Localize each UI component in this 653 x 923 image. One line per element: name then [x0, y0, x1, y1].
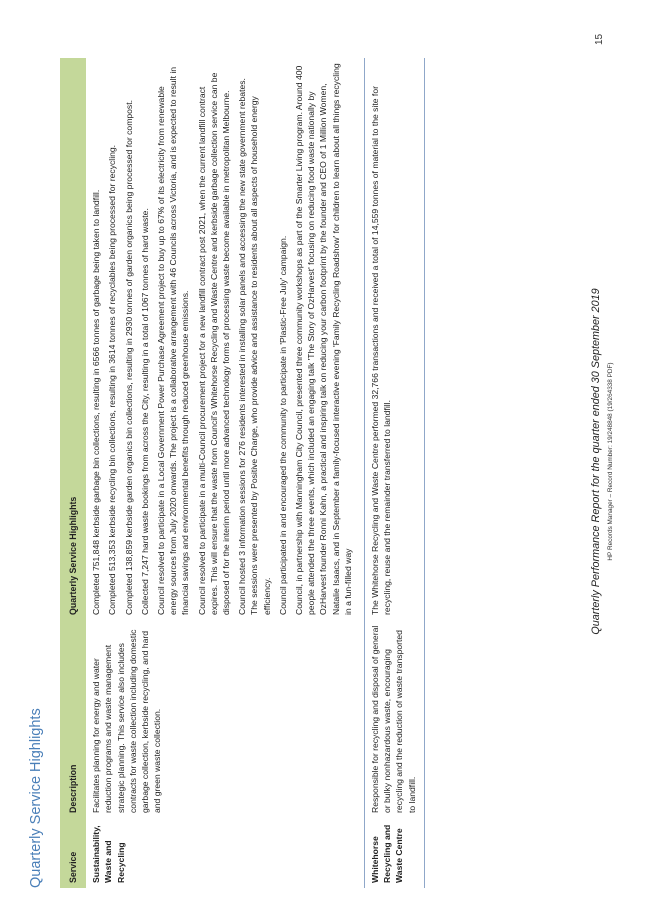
- service-name: Sustainability, Waste and Recycling: [91, 825, 126, 883]
- table-row: [86, 58, 364, 888]
- highlight-item: Completed 751,848 kerbside garbage bin collections, resulting in 6566 tonnes of garbage being taken to landfill.: [91, 189, 102, 615]
- highlight-item: Collected 7,247 hard waste bookings from across the City, resulting in a total of 1067 tonnes of hard waste.: [139, 208, 150, 615]
- page-heading: Quarterly Service Highlights: [28, 708, 44, 888]
- service-description: Facilitates planning for energy and water reduction programs and waste management strategic planning. This service also includes contracts for waste collection including domestic garbage collection, kerbside recycling, and hard and green waste collection.: [91, 629, 163, 813]
- highlight-item: The Whitehorse Recycling and Waste Centre performed 32,766 transactions and received a total of 14,559 tonnes of material to the site for recycling, reuse and the remainder transferred to landfill.: [370, 86, 393, 615]
- highlight-item: Council participated in and encouraged the community to participate in 'Plastic-Free July' campaign.: [277, 235, 288, 615]
- highlight-item: Completed 513,353 kerbside recycling bin collections, resulting in 3614 tonnes of recyclables being processed for recycling.: [107, 144, 118, 615]
- highlight-item: Completed 138,859 kerbside garden organics bin collections, resulting in 2930 tonnes of garden organics being processed for compost.: [123, 100, 134, 615]
- service-description: Responsible for recycling and disposal of general or bulky nonhazardous waste, encouraging recycling and the reduction of waste transported to landfill.: [370, 625, 417, 813]
- highlight-item: Council resolved to participate in a multi-Council procurement project for a new landfill contract post 2021, when the current landfill contract expires. This will ensure that the waste from Council's Whitehorse Recycling and Waste Centre and kerbside garbage collection service can be disposed of for the interim period until more advanced technology forms of processing waste become available in metropolitan Melbourne.: [196, 72, 232, 615]
- header-service: Service: [60, 818, 86, 888]
- service-highlights: [365, 58, 425, 620]
- header-description: Description: [60, 620, 86, 818]
- header-highlights: Quarterly Service Highlights: [60, 58, 86, 620]
- highlight-item: Council hosted 3 information sessions for 276 residents interested in installing solar panels and accessing the new state government rebates. The sessions were presented by Positive Charge, who provide advice and assistance to residents about all aspects of household energy efficiency.: [237, 78, 272, 615]
- footer-report-title: Quarterly Performance Report for the quarter ended 30 September 2019: [590, 288, 602, 635]
- highlight-item: Council, in partnership with Manningham City Council, presented three community workshops as part of the Smarter Living program. Around 400 people attended the three events, which included an engaging talk 'The Story of OzHarvest' focusing on reducing food waste nationally by OzHarvest founder Ronni Kahn, a practical and inspiring talk on reducing your carbon footprint by the founder and CEO of 1 Million Women, Natalie Isaacs, and in September a family-focused interactive evening 'Family Recycling Roadshow' for children to learn about all things recycling in a fun-filled way: [294, 63, 353, 615]
- table-row: [365, 58, 425, 888]
- service-highlights-table: [60, 58, 425, 888]
- footer-record-number: HP Records Manager – Record Number: 19/248848 (19/264338 PDF): [607, 362, 614, 561]
- highlight-item: Council resolved to participate in a Local Government Power Purchase Agreement project to buy up to 67% of its electricity from renewable energy sources from July 2020 onwards. The project is a collaborative arrangement with 46 Councils across Victoria, and is expected to result in financial savings and environmental benefits through reduced greenhouse emissions.: [156, 66, 191, 615]
- service-highlights: [86, 58, 364, 620]
- service-name: Whitehorse Recycling and Waste Centre: [370, 824, 405, 883]
- table-header-row: [60, 58, 86, 888]
- page-number: 15: [594, 33, 605, 45]
